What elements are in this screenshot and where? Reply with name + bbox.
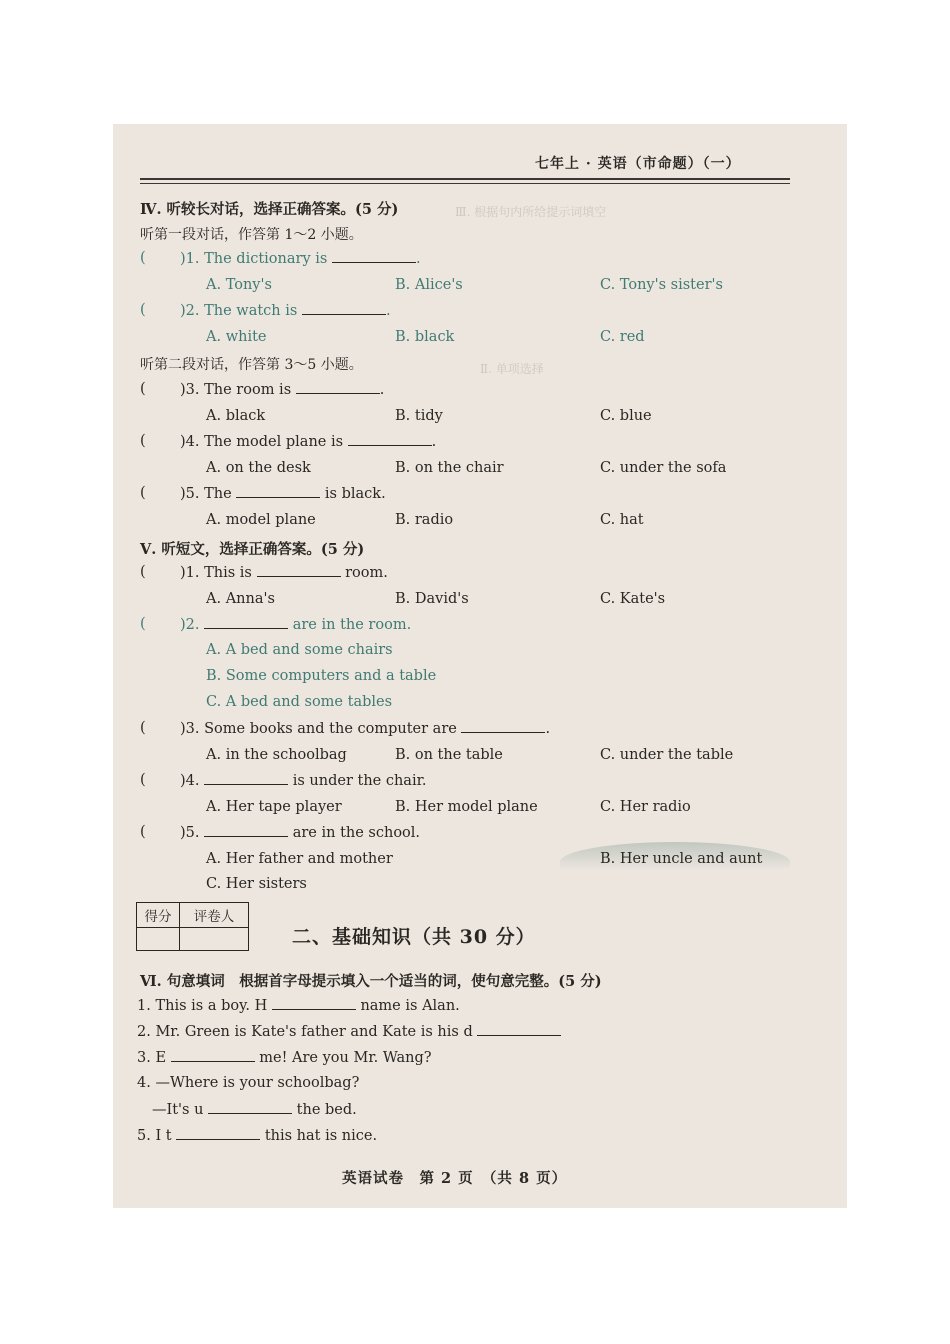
option-c[interactable]: C. Her radio (600, 799, 691, 815)
page-header: 七年上 · 英语（市命题）（一） (535, 156, 741, 172)
option-a[interactable]: A. Tony's (206, 277, 272, 293)
answer-paren[interactable]: ( (140, 433, 146, 449)
option-a[interactable]: A. on the desk (206, 460, 311, 476)
fill-item-3: 3. E me! Are you Mr. Wang? (137, 1050, 432, 1066)
question-5-3: )3. Some books and the computer are . (180, 721, 551, 737)
option-c[interactable]: C. red (600, 329, 645, 345)
option-c[interactable]: C. Her sisters (206, 876, 307, 892)
grader-cell[interactable] (180, 928, 249, 951)
grader-label: 评卷人 (180, 903, 249, 928)
option-b[interactable]: B. on the table (395, 747, 503, 763)
option-c[interactable]: C. Tony's sister's (600, 277, 723, 293)
section-6-title: Ⅵ. 句意填词 根据首字母提示填入一个适当的词，使句意完整。(5 分) (140, 973, 602, 990)
fill-item-2: 2. Mr. Green is Kate's father and Kate is his d (137, 1023, 561, 1040)
question-5-2: )2. are in the room. (180, 617, 412, 633)
score-label: 得分 (137, 903, 180, 928)
section-4-part1-instruction: 听第一段对话，作答第 1～2 小题。 (140, 227, 363, 243)
answer-paren[interactable]: ( (140, 564, 146, 580)
option-c[interactable]: C. under the sofa (600, 460, 727, 476)
answer-paren[interactable]: ( (140, 485, 146, 501)
bleed-through-text: Ⅱ. 单项选择 (480, 362, 544, 376)
score-cell[interactable] (137, 928, 180, 951)
question-4-2: )2. The watch is . (180, 303, 391, 319)
question-4-4: )4. The model plane is . (180, 434, 437, 450)
fill-item-4-question: 4. —Where is your schoolbag? (137, 1075, 360, 1091)
answer-paren[interactable]: ( (140, 302, 146, 318)
option-b[interactable]: B. Her model plane (395, 799, 538, 815)
page-footer: 英语试卷 第 2 页 （共 8 页） (342, 1170, 568, 1187)
option-c[interactable]: C. blue (600, 408, 652, 424)
answer-paren[interactable]: ( (140, 720, 146, 736)
section-5-title: Ⅴ. 听短文，选择正确答案。(5 分) (140, 541, 365, 558)
option-a[interactable]: A. black (206, 408, 266, 424)
part-2-title: 二、基础知识（共 30 分） (292, 926, 536, 948)
header-rule-thin (140, 183, 790, 184)
fill-item-5: 5. I t this hat is nice. (137, 1128, 378, 1144)
header-rule (140, 178, 790, 180)
option-b[interactable]: B. David's (395, 591, 469, 607)
question-5-5: )5. are in the school. (180, 825, 421, 841)
option-a[interactable]: A. A bed and some chairs (206, 642, 393, 658)
answer-paren[interactable]: ( (140, 824, 146, 840)
section-4-title: Ⅳ. 听较长对话，选择正确答案。(5 分) (140, 201, 399, 218)
bleed-through-text: Ⅲ. 根据句内所给提示词填空 (455, 205, 607, 219)
question-4-5: )5. The is black. (180, 486, 386, 502)
question-5-4: )4. is under the chair. (180, 773, 427, 789)
option-c[interactable]: C. hat (600, 512, 644, 528)
option-a[interactable]: A. in the schoolbag (206, 747, 347, 763)
question-4-1: )1. The dictionary is . (180, 251, 421, 267)
option-c[interactable]: C. Kate's (600, 591, 666, 607)
option-a[interactable]: A. Her father and mother (206, 851, 393, 867)
answer-paren[interactable]: ( (140, 772, 146, 788)
option-b[interactable]: B. Her uncle and aunt (600, 851, 763, 867)
option-b[interactable]: B. Alice's (395, 277, 463, 293)
fill-item-4-answer: —It's u the bed. (152, 1102, 357, 1118)
option-a[interactable]: A. Anna's (206, 591, 275, 607)
option-b[interactable]: B. black (395, 329, 455, 345)
score-box (136, 902, 249, 951)
option-b[interactable]: B. Some computers and a table (206, 668, 437, 684)
option-c[interactable]: C. A bed and some tables (206, 694, 393, 710)
option-c[interactable]: C. under the table (600, 747, 734, 763)
option-a[interactable]: A. white (206, 329, 267, 345)
answer-paren[interactable]: ( (140, 616, 146, 632)
answer-paren[interactable]: ( (140, 250, 146, 266)
option-a[interactable]: A. Her tape player (206, 799, 342, 815)
section-4-part2-instruction: 听第二段对话，作答第 3～5 小题。 (140, 357, 363, 373)
question-4-3: )3. The room is . (180, 382, 385, 398)
option-a[interactable]: A. model plane (206, 512, 316, 528)
question-5-1: )1. This is room. (180, 565, 388, 581)
fill-item-1: 1. This is a boy. H name is Alan. (137, 998, 460, 1014)
option-b[interactable]: B. on the chair (395, 460, 504, 476)
option-b[interactable]: B. radio (395, 512, 454, 528)
answer-paren[interactable]: ( (140, 381, 146, 397)
option-b[interactable]: B. tidy (395, 408, 443, 424)
